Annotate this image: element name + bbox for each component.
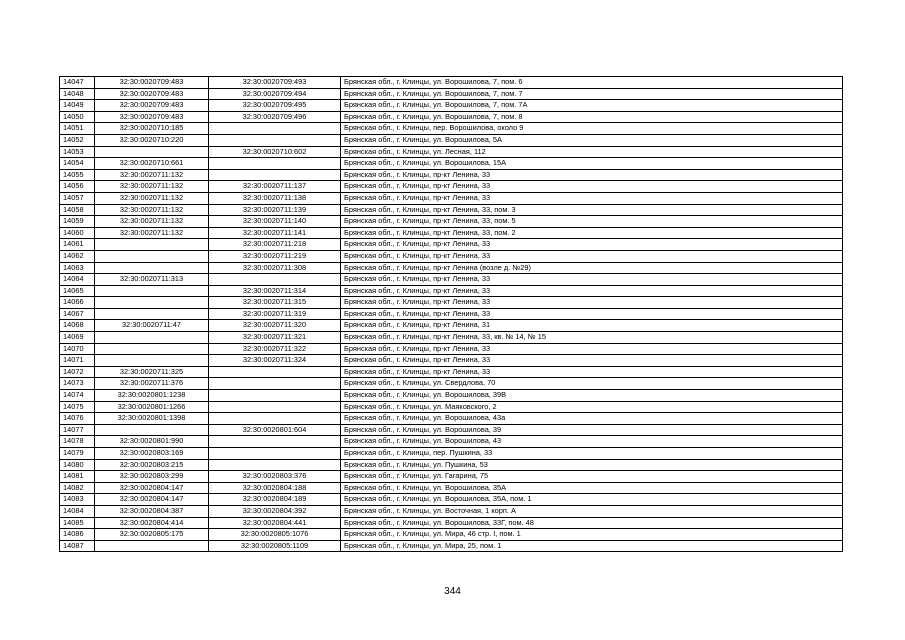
row-number-cell: 14080	[60, 459, 95, 471]
address-cell: Брянская обл., г. Клинцы, ул. Ворошилова, 7, пом. 6	[341, 77, 843, 89]
cadastral-number-cell: 32:30:0020711:321	[209, 332, 341, 344]
table-row	[60, 471, 843, 483]
parent-cadastral-cell: 32:30:0020710:185	[95, 123, 209, 135]
address-cell: Брянская обл., г. Клинцы, пер. Ворошилова, около 9	[341, 123, 843, 135]
parent-cadastral-cell	[95, 250, 209, 262]
parent-cadastral-cell	[95, 424, 209, 436]
table-row	[60, 529, 843, 541]
address-cell: Брянская обл., г. Клинцы, ул. Мира, 46 стр. I, пом. 1	[341, 529, 843, 541]
table-row	[60, 459, 843, 471]
cadastral-number-cell: 32:30:0020710:602	[209, 146, 341, 158]
address-cell: Брянская обл., г. Клинцы, ул. Ворошилова, 7, пом. 7А	[341, 100, 843, 112]
parent-cadastral-cell: 32:30:0020711:132	[95, 169, 209, 181]
cadastral-number-cell	[209, 459, 341, 471]
address-cell: Брянская обл., г. Клинцы, пр-кт Ленина, 33	[341, 181, 843, 193]
cadastral-number-cell: 32:30:0020711:140	[209, 216, 341, 228]
address-cell: Брянская обл., г. Клинцы, ул. Свердлова, 70	[341, 378, 843, 390]
table-row	[60, 436, 843, 448]
parent-cadastral-cell	[95, 285, 209, 297]
cadastral-number-cell: 32:30:0020711:139	[209, 204, 341, 216]
table-row	[60, 250, 843, 262]
row-number-cell: 14051	[60, 123, 95, 135]
parent-cadastral-cell: 32:30:0020709:483	[95, 111, 209, 123]
row-number-cell: 14070	[60, 343, 95, 355]
table-row	[60, 355, 843, 367]
cadastral-number-cell	[209, 436, 341, 448]
row-number-cell: 14083	[60, 494, 95, 506]
parent-cadastral-cell: 32:30:0020709:483	[95, 77, 209, 89]
address-cell: Брянская обл., г. Клинцы, пр-кт Ленина, 33	[341, 355, 843, 367]
row-number-cell: 14061	[60, 239, 95, 251]
table-row	[60, 482, 843, 494]
address-cell: Брянская обл., г. Клинцы, пр-кт Ленина, 33	[341, 169, 843, 181]
row-number-cell: 14059	[60, 216, 95, 228]
cadastral-number-cell: 32:30:0020711:137	[209, 181, 341, 193]
table-row	[60, 413, 843, 425]
parent-cadastral-cell: 32:30:0020804:387	[95, 505, 209, 517]
address-cell: Брянская обл., г. Клинцы, пр-кт Ленина, 33, кв. № 14, № 15	[341, 332, 843, 344]
address-cell: Брянская обл., г. Клинцы, ул. Ворошилова, 7, пом. 8	[341, 111, 843, 123]
table-row	[60, 274, 843, 286]
cadastral-number-cell: 32:30:0020805:1109	[209, 540, 341, 552]
parent-cadastral-cell	[95, 308, 209, 320]
cadastral-number-cell: 32:30:0020709:493	[209, 77, 341, 89]
parent-cadastral-cell: 32:30:0020801:1238	[95, 390, 209, 402]
table-row	[60, 308, 843, 320]
row-number-cell: 14085	[60, 517, 95, 529]
row-number-cell: 14049	[60, 100, 95, 112]
row-number-cell: 14076	[60, 413, 95, 425]
parent-cadastral-cell: 32:30:0020805:175	[95, 529, 209, 541]
row-number-cell: 14057	[60, 192, 95, 204]
table-row	[60, 320, 843, 332]
row-number-cell: 14054	[60, 158, 95, 170]
cadastral-number-cell	[209, 378, 341, 390]
address-cell: Брянская обл., г. Клинцы, пр-кт Ленина, 33	[341, 366, 843, 378]
address-cell: Брянская обл., г. Клинцы, ул. Ворошилова, 39В	[341, 390, 843, 402]
table-row	[60, 134, 843, 146]
parent-cadastral-cell: 32:30:0020710:220	[95, 134, 209, 146]
table-row	[60, 424, 843, 436]
parent-cadastral-cell: 32:30:0020803:169	[95, 448, 209, 460]
cadastral-number-cell: 32:30:0020711:324	[209, 355, 341, 367]
parent-cadastral-cell: 32:30:0020804:147	[95, 482, 209, 494]
cadastral-number-cell: 32:30:0020803:376	[209, 471, 341, 483]
table-row	[60, 390, 843, 402]
parent-cadastral-cell	[95, 540, 209, 552]
row-number-cell: 14068	[60, 320, 95, 332]
row-number-cell: 14079	[60, 448, 95, 460]
table-row	[60, 332, 843, 344]
address-cell: Брянская обл., г. Клинцы, пр-кт Ленина, 31	[341, 320, 843, 332]
parent-cadastral-cell: 32:30:0020711:47	[95, 320, 209, 332]
parent-cadastral-cell: 32:30:0020709:483	[95, 100, 209, 112]
parent-cadastral-cell: 32:30:0020801:990	[95, 436, 209, 448]
row-number-cell: 14056	[60, 181, 95, 193]
row-number-cell: 14062	[60, 250, 95, 262]
row-number-cell: 14072	[60, 366, 95, 378]
address-cell: Брянская обл., г. Клинцы, пр-кт Ленина, 33	[341, 192, 843, 204]
cadastral-number-cell: 32:30:0020711:315	[209, 297, 341, 309]
address-cell: Брянская обл., г. Клинцы, пр-кт Ленина, 33, пом. 3	[341, 204, 843, 216]
address-cell: Брянская обл., г. Клинцы, ул. Ворошилова, 33Г, пом. 48	[341, 517, 843, 529]
table-row	[60, 146, 843, 158]
address-cell: Брянская обл., г. Клинцы, пр-кт Ленина, 33	[341, 308, 843, 320]
parent-cadastral-cell	[95, 297, 209, 309]
table-row	[60, 448, 843, 460]
table-row	[60, 158, 843, 170]
address-cell: Брянская обл., г. Клинцы, пер. Пушкина, 33	[341, 448, 843, 460]
parent-cadastral-cell	[95, 262, 209, 274]
row-number-cell: 14065	[60, 285, 95, 297]
cadastral-number-cell: 32:30:0020711:141	[209, 227, 341, 239]
cadastral-number-cell	[209, 134, 341, 146]
row-number-cell: 14087	[60, 540, 95, 552]
cadastral-number-cell: 32:30:0020804:392	[209, 505, 341, 517]
address-cell: Брянская обл., г. Клинцы, ул. Маяковского, 2	[341, 401, 843, 413]
cadastral-number-cell: 32:30:0020711:138	[209, 192, 341, 204]
cadastral-number-cell: 32:30:0020709:496	[209, 111, 341, 123]
address-cell: Брянская обл., г. Клинцы, ул. Ворошилова, 15А	[341, 158, 843, 170]
row-number-cell: 14067	[60, 308, 95, 320]
row-number-cell: 14058	[60, 204, 95, 216]
table-row	[60, 227, 843, 239]
parent-cadastral-cell: 32:30:0020801:1266	[95, 401, 209, 413]
registry-table-body	[60, 77, 843, 552]
address-cell: Брянская обл., г. Клинцы, ул. Ворошилова, 43	[341, 436, 843, 448]
row-number-cell: 14069	[60, 332, 95, 344]
parent-cadastral-cell: 32:30:0020711:313	[95, 274, 209, 286]
address-cell: Брянская обл., г. Клинцы, пр-кт Ленина, 33	[341, 343, 843, 355]
table-row	[60, 181, 843, 193]
address-cell: Брянская обл., г. Клинцы, пр-кт Ленина, 33, пом. 2	[341, 227, 843, 239]
row-number-cell: 14081	[60, 471, 95, 483]
table-row	[60, 378, 843, 390]
row-number-cell: 14078	[60, 436, 95, 448]
address-cell: Брянская обл., г. Клинцы, ул. Ворошилова, 39	[341, 424, 843, 436]
registry-table	[59, 76, 843, 552]
row-number-cell: 14047	[60, 77, 95, 89]
parent-cadastral-cell: 32:30:0020711:132	[95, 192, 209, 204]
address-cell: Брянская обл., г. Клинцы, ул. Ворошилова, 35А	[341, 482, 843, 494]
parent-cadastral-cell: 32:30:0020711:132	[95, 181, 209, 193]
parent-cadastral-cell: 32:30:0020711:376	[95, 378, 209, 390]
row-number-cell: 14084	[60, 505, 95, 517]
row-number-cell: 14082	[60, 482, 95, 494]
address-cell: Брянская обл., г. Клинцы, пр-кт Ленина, 33, пом. 5	[341, 216, 843, 228]
cadastral-number-cell	[209, 390, 341, 402]
row-number-cell: 14066	[60, 297, 95, 309]
cadastral-number-cell: 32:30:0020711:320	[209, 320, 341, 332]
parent-cadastral-cell: 32:30:0020801:1398	[95, 413, 209, 425]
parent-cadastral-cell: 32:30:0020711:132	[95, 216, 209, 228]
parent-cadastral-cell: 32:30:0020804:414	[95, 517, 209, 529]
table-row	[60, 343, 843, 355]
cadastral-number-cell: 32:30:0020711:308	[209, 262, 341, 274]
row-number-cell: 14050	[60, 111, 95, 123]
row-number-cell: 14064	[60, 274, 95, 286]
address-cell: Брянская обл., г. Клинцы, пр-кт Ленина, 33	[341, 250, 843, 262]
cadastral-number-cell: 32:30:0020805:1076	[209, 529, 341, 541]
cadastral-number-cell	[209, 123, 341, 135]
cadastral-number-cell: 32:30:0020801:604	[209, 424, 341, 436]
table-row	[60, 297, 843, 309]
address-cell: Брянская обл., г. Клинцы, ул. Гагарина, 75	[341, 471, 843, 483]
row-number-cell: 14052	[60, 134, 95, 146]
cadastral-number-cell	[209, 158, 341, 170]
page-number: 344	[444, 586, 461, 597]
row-number-cell: 14073	[60, 378, 95, 390]
parent-cadastral-cell	[95, 239, 209, 251]
table-row	[60, 88, 843, 100]
table-row	[60, 169, 843, 181]
address-cell: Брянская обл., г. Клинцы, ул. Ворошилова, 7, пом. 7	[341, 88, 843, 100]
table-row	[60, 216, 843, 228]
row-number-cell: 14063	[60, 262, 95, 274]
address-cell: Брянская обл., г. Клинцы, ул. Ворошилова, 43а	[341, 413, 843, 425]
address-cell: Брянская обл., г. Клинцы, ул. Ворошилова, 35А, пом. 1	[341, 494, 843, 506]
parent-cadastral-cell: 32:30:0020710:661	[95, 158, 209, 170]
cadastral-number-cell: 32:30:0020711:219	[209, 250, 341, 262]
cadastral-number-cell	[209, 448, 341, 460]
table-row	[60, 505, 843, 517]
cadastral-number-cell: 32:30:0020711:218	[209, 239, 341, 251]
address-cell: Брянская обл., г. Клинцы, ул. Восточная, 1 корп. А	[341, 505, 843, 517]
table-row	[60, 401, 843, 413]
address-cell: Брянская обл., г. Клинцы, ул. Пушкина, 53	[341, 459, 843, 471]
parent-cadastral-cell: 32:30:0020803:215	[95, 459, 209, 471]
address-cell: Брянская обл., г. Клинцы, ул. Мира, 25, пом. 1	[341, 540, 843, 552]
table-row	[60, 262, 843, 274]
table-row	[60, 517, 843, 529]
cadastral-number-cell	[209, 366, 341, 378]
table-row	[60, 204, 843, 216]
row-number-cell: 14086	[60, 529, 95, 541]
cadastral-number-cell: 32:30:0020711:322	[209, 343, 341, 355]
address-cell: Брянская обл., г. Клинцы, ул. Ворошилова, 5А	[341, 134, 843, 146]
row-number-cell: 14053	[60, 146, 95, 158]
cadastral-number-cell: 32:30:0020804:441	[209, 517, 341, 529]
parent-cadastral-cell	[95, 355, 209, 367]
address-cell: Брянская обл., г. Клинцы, ул. Лесная, 112	[341, 146, 843, 158]
row-number-cell: 14071	[60, 355, 95, 367]
parent-cadastral-cell: 32:30:0020804:147	[95, 494, 209, 506]
table-row	[60, 494, 843, 506]
cadastral-number-cell	[209, 274, 341, 286]
address-cell: Брянская обл., г. Клинцы, пр-кт Ленина, 33	[341, 297, 843, 309]
parent-cadastral-cell: 32:30:0020711:132	[95, 204, 209, 216]
cadastral-number-cell: 32:30:0020711:314	[209, 285, 341, 297]
row-number-cell: 14048	[60, 88, 95, 100]
row-number-cell: 14075	[60, 401, 95, 413]
parent-cadastral-cell: 32:30:0020709:483	[95, 88, 209, 100]
row-number-cell: 14074	[60, 390, 95, 402]
table-row	[60, 540, 843, 552]
parent-cadastral-cell	[95, 146, 209, 158]
address-cell: Брянская обл., г. Клинцы, пр-кт Ленина, 33	[341, 274, 843, 286]
parent-cadastral-cell	[95, 332, 209, 344]
cadastral-number-cell: 32:30:0020804:189	[209, 494, 341, 506]
table-row	[60, 123, 843, 135]
address-cell: Брянская обл., г. Клинцы, пр-кт Ленина, 33	[341, 239, 843, 251]
table-row	[60, 77, 843, 89]
parent-cadastral-cell: 32:30:0020711:132	[95, 227, 209, 239]
table-row	[60, 366, 843, 378]
parent-cadastral-cell	[95, 343, 209, 355]
row-number-cell: 14077	[60, 424, 95, 436]
address-cell: Брянская обл., г. Клинцы, пр-кт Ленина, 33	[341, 285, 843, 297]
cadastral-number-cell: 32:30:0020804:188	[209, 482, 341, 494]
table-row	[60, 111, 843, 123]
address-cell: Брянская обл., г. Клинцы, пр-кт Ленина (возле д. №29)	[341, 262, 843, 274]
cadastral-number-cell	[209, 413, 341, 425]
cadastral-number-cell	[209, 169, 341, 181]
cadastral-number-cell: 32:30:0020711:319	[209, 308, 341, 320]
table-row	[60, 285, 843, 297]
cadastral-number-cell	[209, 401, 341, 413]
row-number-cell: 14055	[60, 169, 95, 181]
cadastral-number-cell: 32:30:0020709:495	[209, 100, 341, 112]
parent-cadastral-cell: 32:30:0020711:325	[95, 366, 209, 378]
cadastral-number-cell: 32:30:0020709:494	[209, 88, 341, 100]
table-row	[60, 192, 843, 204]
parent-cadastral-cell: 32:30:0020803:299	[95, 471, 209, 483]
table-row	[60, 100, 843, 112]
row-number-cell: 14060	[60, 227, 95, 239]
table-row	[60, 239, 843, 251]
